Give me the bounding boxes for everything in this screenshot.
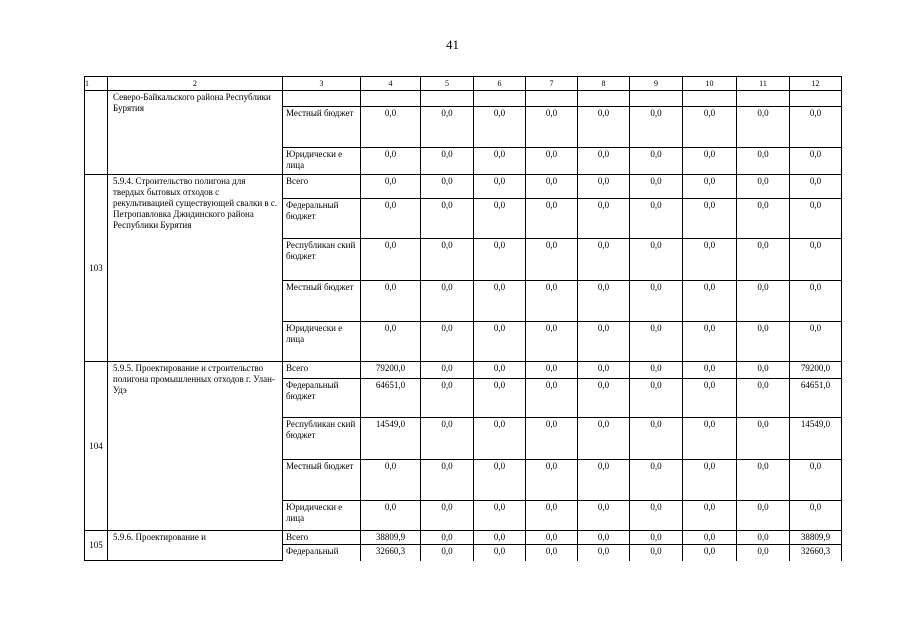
value-cell: 0,0 bbox=[790, 148, 842, 175]
value-cell: 0,0 bbox=[683, 199, 737, 239]
value-cell: 0,0 bbox=[474, 545, 526, 561]
value-cell: 0,0 bbox=[790, 460, 842, 501]
value-cell: 0,0 bbox=[790, 322, 842, 362]
value-cell: 0,0 bbox=[526, 379, 578, 418]
value-cell: 0,0 bbox=[683, 531, 737, 545]
value-cell: 79200,0 bbox=[790, 362, 842, 379]
value-cell: 0,0 bbox=[630, 281, 683, 322]
value-cell: 38809,9 bbox=[361, 531, 421, 545]
value-cell: 0,0 bbox=[737, 460, 790, 501]
table-row bbox=[85, 531, 842, 545]
value-cell: 14549,0 bbox=[361, 418, 421, 460]
value-cell: 0,0 bbox=[630, 199, 683, 239]
budget-table bbox=[84, 76, 842, 561]
value-cell: 0,0 bbox=[683, 460, 737, 501]
value-cell: 14549,0 bbox=[790, 418, 842, 460]
value-cell: 0,0 bbox=[683, 107, 737, 148]
column-header: 12 bbox=[790, 77, 842, 91]
value-cell: 0,0 bbox=[790, 239, 842, 281]
value-cell: 0,0 bbox=[578, 107, 630, 148]
funding-source: Юридически е лица bbox=[283, 501, 361, 531]
value-cell: 0,0 bbox=[683, 362, 737, 379]
value-cell: 0,0 bbox=[578, 322, 630, 362]
value-cell: 0,0 bbox=[526, 148, 578, 175]
value-cell: 0,0 bbox=[421, 239, 474, 281]
funding-source: Юридически е лица bbox=[283, 148, 361, 175]
funding-source: Местный бюджет bbox=[283, 460, 361, 501]
value-cell: 0,0 bbox=[526, 501, 578, 531]
value-cell: 0,0 bbox=[683, 239, 737, 281]
funding-source bbox=[283, 91, 361, 107]
column-header: 7 bbox=[526, 77, 578, 91]
value-cell bbox=[630, 91, 683, 107]
value-cell: 32660,3 bbox=[361, 545, 421, 561]
value-cell: 0,0 bbox=[526, 545, 578, 561]
column-header: 1 bbox=[85, 77, 108, 91]
value-cell: 0,0 bbox=[421, 501, 474, 531]
value-cell: 79200,0 bbox=[361, 362, 421, 379]
funding-source: Местный бюджет bbox=[283, 107, 361, 148]
value-cell: 0,0 bbox=[683, 148, 737, 175]
table-row bbox=[85, 175, 842, 199]
value-cell: 0,0 bbox=[526, 362, 578, 379]
value-cell: 0,0 bbox=[526, 281, 578, 322]
value-cell: 38809,9 bbox=[790, 531, 842, 545]
value-cell bbox=[737, 91, 790, 107]
row-number bbox=[85, 91, 108, 175]
value-cell: 64651,0 bbox=[361, 379, 421, 418]
value-cell: 0,0 bbox=[361, 199, 421, 239]
value-cell: 0,0 bbox=[578, 379, 630, 418]
column-header: 8 bbox=[578, 77, 630, 91]
value-cell: 0,0 bbox=[474, 501, 526, 531]
value-cell: 0,0 bbox=[526, 531, 578, 545]
value-cell: 0,0 bbox=[630, 362, 683, 379]
column-header: 6 bbox=[474, 77, 526, 91]
table-row bbox=[85, 91, 842, 107]
column-header: 5 bbox=[421, 77, 474, 91]
value-cell: 0,0 bbox=[578, 501, 630, 531]
row-number: 105 bbox=[85, 531, 108, 561]
value-cell: 0,0 bbox=[630, 545, 683, 561]
value-cell: 0,0 bbox=[526, 239, 578, 281]
value-cell: 0,0 bbox=[474, 379, 526, 418]
value-cell: 0,0 bbox=[361, 501, 421, 531]
value-cell: 0,0 bbox=[630, 501, 683, 531]
value-cell: 0,0 bbox=[737, 175, 790, 199]
value-cell: 0,0 bbox=[361, 322, 421, 362]
value-cell: 0,0 bbox=[737, 107, 790, 148]
activity-name: Северо-Байкальского района Республики Бурятия bbox=[108, 91, 283, 175]
value-cell: 0,0 bbox=[474, 199, 526, 239]
table-row bbox=[85, 362, 842, 379]
value-cell: 0,0 bbox=[421, 175, 474, 199]
value-cell: 0,0 bbox=[578, 199, 630, 239]
value-cell bbox=[361, 91, 421, 107]
value-cell: 0,0 bbox=[361, 460, 421, 501]
column-header: 2 bbox=[108, 77, 283, 91]
value-cell: 0,0 bbox=[421, 545, 474, 561]
value-cell: 0,0 bbox=[737, 362, 790, 379]
value-cell: 0,0 bbox=[630, 460, 683, 501]
value-cell: 0,0 bbox=[790, 175, 842, 199]
funding-source: Федеральный бюджет bbox=[283, 199, 361, 239]
value-cell: 0,0 bbox=[683, 501, 737, 531]
value-cell: 0,0 bbox=[578, 148, 630, 175]
funding-source: Юридически е лица bbox=[283, 322, 361, 362]
value-cell: 0,0 bbox=[474, 148, 526, 175]
value-cell: 0,0 bbox=[526, 175, 578, 199]
value-cell: 0,0 bbox=[737, 531, 790, 545]
value-cell: 0,0 bbox=[421, 322, 474, 362]
value-cell: 0,0 bbox=[526, 322, 578, 362]
value-cell: 0,0 bbox=[630, 531, 683, 545]
value-cell bbox=[474, 91, 526, 107]
value-cell: 0,0 bbox=[474, 460, 526, 501]
funding-source: Республикан ский бюджет bbox=[283, 239, 361, 281]
value-cell: 0,0 bbox=[578, 531, 630, 545]
value-cell: 0,0 bbox=[578, 418, 630, 460]
value-cell: 0,0 bbox=[578, 545, 630, 561]
value-cell: 0,0 bbox=[630, 175, 683, 199]
value-cell: 64651,0 bbox=[790, 379, 842, 418]
value-cell: 0,0 bbox=[683, 379, 737, 418]
value-cell: 0,0 bbox=[421, 379, 474, 418]
value-cell: 0,0 bbox=[630, 379, 683, 418]
value-cell: 0,0 bbox=[737, 199, 790, 239]
value-cell: 0,0 bbox=[526, 460, 578, 501]
value-cell: 0,0 bbox=[737, 418, 790, 460]
value-cell: 0,0 bbox=[737, 239, 790, 281]
value-cell: 0,0 bbox=[526, 418, 578, 460]
value-cell: 0,0 bbox=[361, 239, 421, 281]
funding-source: Всего bbox=[283, 531, 361, 545]
value-cell: 0,0 bbox=[421, 199, 474, 239]
value-cell: 0,0 bbox=[526, 199, 578, 239]
row-number: 104 bbox=[85, 362, 108, 531]
value-cell bbox=[578, 91, 630, 107]
value-cell: 0,0 bbox=[421, 281, 474, 322]
activity-name: 5.9.6. Проектирование и bbox=[108, 531, 283, 561]
value-cell: 0,0 bbox=[421, 362, 474, 379]
value-cell: 0,0 bbox=[474, 418, 526, 460]
value-cell: 0,0 bbox=[578, 239, 630, 281]
value-cell: 0,0 bbox=[683, 418, 737, 460]
funding-source: Всего bbox=[283, 175, 361, 199]
value-cell bbox=[526, 91, 578, 107]
value-cell: 0,0 bbox=[474, 175, 526, 199]
activity-name: 5.9.4. Строительство полигона для твердых бытовых отходов с рекультивацией существующей свалки в с. Петропавловка Джидинского района Республики Бурятия bbox=[108, 175, 283, 362]
row-number: 103 bbox=[85, 175, 108, 362]
value-cell: 0,0 bbox=[737, 148, 790, 175]
funding-source: Республикан ский бюджет bbox=[283, 418, 361, 460]
value-cell bbox=[790, 91, 842, 107]
value-cell: 0,0 bbox=[421, 107, 474, 148]
value-cell: 0,0 bbox=[578, 460, 630, 501]
value-cell: 0,0 bbox=[361, 148, 421, 175]
value-cell: 0,0 bbox=[421, 418, 474, 460]
value-cell: 0,0 bbox=[361, 107, 421, 148]
value-cell: 0,0 bbox=[578, 175, 630, 199]
activity-name: 5.9.5. Проектирование и строительство полигона промышленных отходов г. Улан-Удэ bbox=[108, 362, 283, 531]
value-cell: 0,0 bbox=[361, 281, 421, 322]
column-header: 4 bbox=[361, 77, 421, 91]
value-cell: 0,0 bbox=[578, 281, 630, 322]
header-row bbox=[85, 77, 842, 91]
value-cell: 0,0 bbox=[474, 239, 526, 281]
value-cell: 0,0 bbox=[474, 107, 526, 148]
value-cell: 0,0 bbox=[361, 175, 421, 199]
value-cell: 0,0 bbox=[578, 362, 630, 379]
value-cell: 0,0 bbox=[683, 322, 737, 362]
value-cell: 0,0 bbox=[630, 418, 683, 460]
value-cell: 0,0 bbox=[630, 322, 683, 362]
column-header: 3 bbox=[283, 77, 361, 91]
value-cell: 0,0 bbox=[630, 107, 683, 148]
value-cell: 0,0 bbox=[683, 175, 737, 199]
value-cell: 0,0 bbox=[737, 379, 790, 418]
value-cell: 0,0 bbox=[474, 531, 526, 545]
value-cell: 0,0 bbox=[683, 545, 737, 561]
funding-source: Федеральный bbox=[283, 545, 361, 561]
value-cell: 0,0 bbox=[737, 322, 790, 362]
value-cell: 0,0 bbox=[737, 545, 790, 561]
value-cell: 0,0 bbox=[474, 281, 526, 322]
value-cell: 0,0 bbox=[737, 501, 790, 531]
value-cell: 0,0 bbox=[790, 281, 842, 322]
value-cell: 0,0 bbox=[630, 239, 683, 281]
column-header: 9 bbox=[630, 77, 683, 91]
value-cell: 0,0 bbox=[421, 531, 474, 545]
value-cell bbox=[421, 91, 474, 107]
column-header: 11 bbox=[737, 77, 790, 91]
value-cell: 0,0 bbox=[790, 199, 842, 239]
value-cell: 0,0 bbox=[474, 362, 526, 379]
value-cell: 0,0 bbox=[526, 107, 578, 148]
value-cell: 0,0 bbox=[474, 322, 526, 362]
column-header: 10 bbox=[683, 77, 737, 91]
value-cell bbox=[683, 91, 737, 107]
value-cell: 0,0 bbox=[683, 281, 737, 322]
value-cell: 0,0 bbox=[790, 501, 842, 531]
value-cell: 0,0 bbox=[630, 148, 683, 175]
funding-source: Федеральный бюджет bbox=[283, 379, 361, 418]
value-cell: 0,0 bbox=[421, 148, 474, 175]
value-cell: 0,0 bbox=[790, 107, 842, 148]
funding-source: Всего bbox=[283, 362, 361, 379]
page-number: 41 bbox=[446, 37, 459, 52]
value-cell: 0,0 bbox=[421, 460, 474, 501]
value-cell: 32660,3 bbox=[790, 545, 842, 561]
value-cell: 0,0 bbox=[737, 281, 790, 322]
funding-source: Местный бюджет bbox=[283, 281, 361, 322]
